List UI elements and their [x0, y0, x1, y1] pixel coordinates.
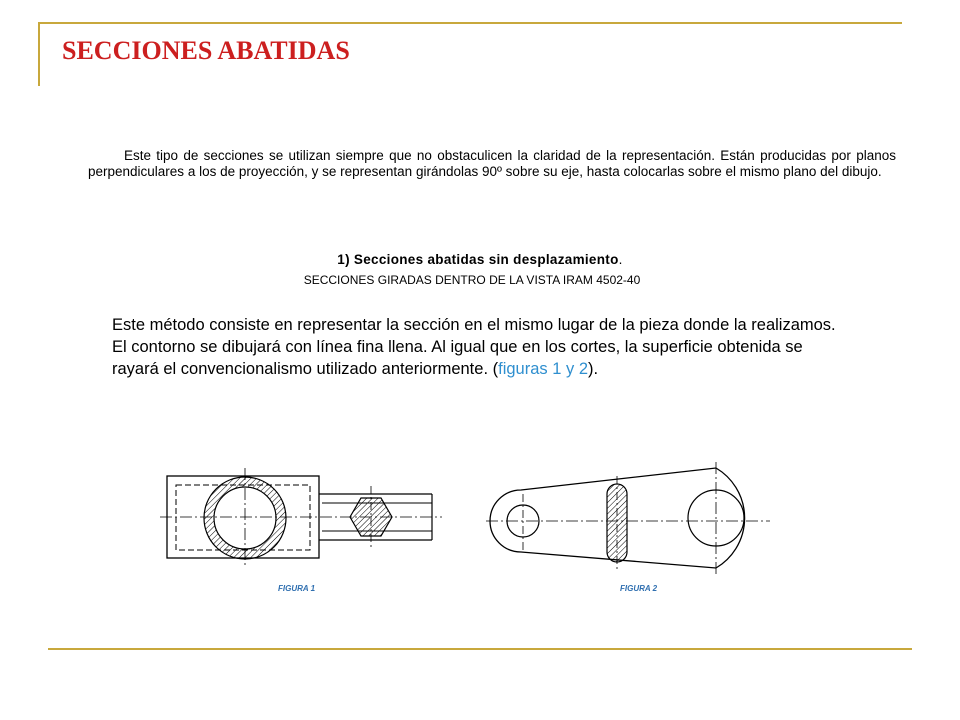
page-title: SECCIONES ABATIDAS: [62, 36, 350, 65]
bottom-rule: [48, 648, 912, 650]
figures-reference: figuras 1 y 2: [498, 360, 588, 378]
figure-1-caption: FIGURA 1: [278, 584, 316, 593]
method-paragraph: [112, 314, 852, 380]
subsection-caption: SECCIONES GIRADAS DENTRO DE LA VISTA IRAM 4502-40: [303, 273, 641, 287]
subsection-heading: [0, 252, 960, 267]
method-line-2-end: ).: [588, 360, 599, 378]
figure-2-drawing: [478, 462, 778, 577]
method-line-1: Este método consiste en representar la sección en el mismo lugar de la pieza donde la realizamos.: [112, 316, 836, 334]
left-rule: [38, 22, 40, 86]
subsection-heading-text: 1) Secciones abatidas sin desplazamiento: [337, 252, 619, 267]
intro-paragraph: Este tipo de secciones se utilizan siempre que no obstaculicen la claridad de la representación. Están producidas por planos perpendiculares a los de proyección, y se representan girándolas 90º sobre su eje, hasta colocarlas sobre el mismo plano del dibujo.: [88, 148, 896, 179]
figure-2-caption: FIGURA 2: [620, 584, 658, 593]
top-rule: [38, 22, 902, 24]
figure-1-drawing: [150, 460, 450, 570]
method-line-2: El contorno se dibujará con línea fina llena. Al igual que en los cortes, la superficie obtenida se rayará el convencionalismo utilizado anteriormente. (: [112, 338, 803, 378]
subsection-heading-end: .: [618, 252, 623, 267]
